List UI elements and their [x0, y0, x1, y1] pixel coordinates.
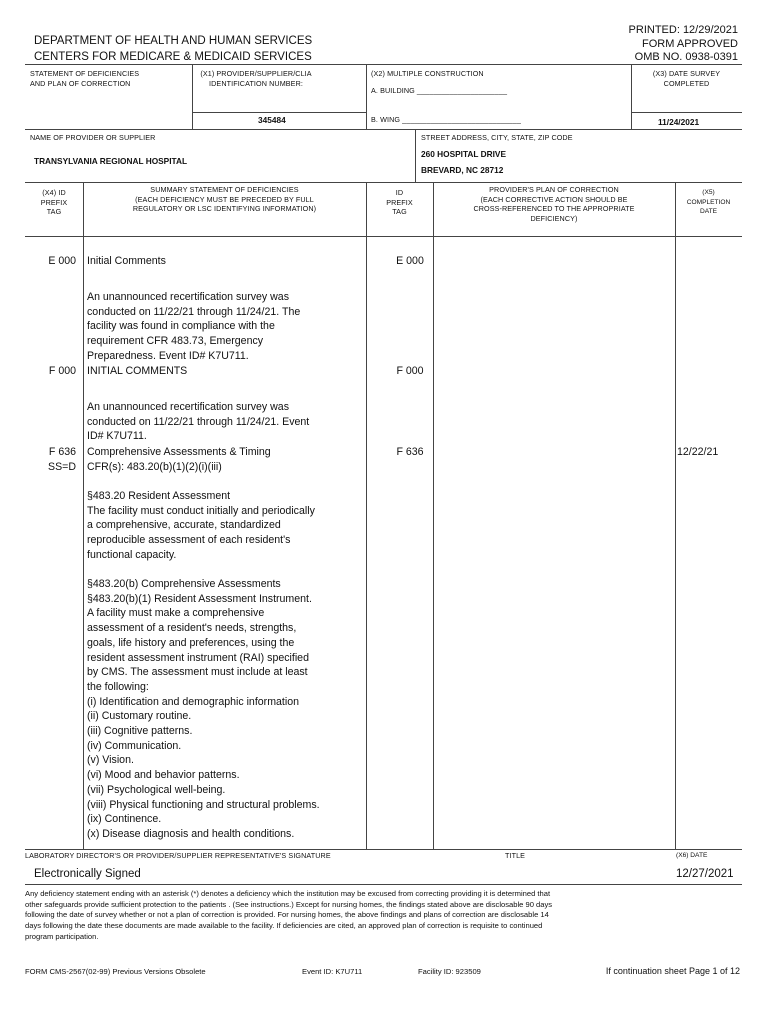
form-meta: [629, 24, 738, 65]
form-approved: FORM APPROVED: [642, 37, 738, 50]
statement-label: STATEMENT OF DEFICIENCIES AND PLAN OF CORRECTION: [30, 69, 140, 88]
printed-date: PRINTED: 12/29/2021: [628, 24, 738, 36]
building-field: A. BUILDING ______________________: [371, 86, 508, 95]
f636-title: Comprehensive Assessments & Timing: [87, 446, 271, 458]
signature-value: Electronically Signed: [34, 868, 141, 880]
provider-name: TRANSYLVANIA REGIONAL HOSPITAL: [34, 156, 188, 166]
f636-paragraph-2: §483.20(b) Comprehensive Assessments §483.20(b)(1) Resident Assessment Instrument. A facility must make a comprehensive assessment of a resident's needs, strengths, goals, life history and preferences, using the resident assessment instrument (RAI) specified by CMS. The assessment must include at least the following: (i) Identification and demographic information (ii) Customary routine. (iii) Cognitive patterns. (iv) Communication. (v) Vision. (vi) Mood and behavior patterns. (vii) Psychological well-being. (viii) Physical functioning and structural problems. (ix) Continence. (x) Disease diagnosis and health conditions.: [87, 578, 320, 840]
f000-title: INITIAL COMMENTS: [87, 365, 188, 377]
title-label: TITLE: [505, 851, 526, 860]
plan-header: PROVIDER'S PLAN OF CORRECTION (EACH CORRECTIVE ACTION SHOULD BE CROSS-REFERENCED TO THE APPROPRIATE DEFICIENCY): [473, 185, 635, 223]
e000-comment: An unannounced recertification survey was conducted on 11/22/21 through 11/24/21. The facility was found in compliance with the requirement CFR 483.73, Emergency Preparedness. Event ID# K7U711.: [87, 291, 301, 362]
agency-heading: [34, 33, 312, 65]
f636-paragraph-1: §483.20 Resident Assessment The facility must conduct initially and periodically a comprehensive, accurate, standardized reproducible assessment of each resident's functional capacity.: [87, 490, 315, 561]
wing-field: B. WING _____________________________: [371, 115, 521, 124]
signature-date: 12/27/2021: [676, 868, 734, 880]
scope-severity: SS=D: [48, 460, 76, 473]
f636-completion-date: 12/22/21: [677, 446, 719, 458]
signature-label: LABORATORY DIRECTOR'S OR PROVIDER/SUPPLIER REPRESENTATIVE'S SIGNATURE: [25, 851, 331, 860]
f636-prefix-tag: F 636 SS=D: [25, 445, 76, 474]
multiple-construction-label: (X2) MULTIPLE CONSTRUCTION: [371, 69, 484, 78]
f000-id-tag: F 000: [396, 365, 424, 377]
f000-prefix-tag: F 000: [48, 365, 76, 377]
summary-header: SUMMARY STATEMENT OF DEFICIENCIES (EACH DEFICIENCY MUST BE PRECEDED BY FULL REGULATORY OR LSC IDENTIFYING INFORMATION): [132, 185, 317, 213]
continuation-page: If continuation sheet Page 1 of 12: [605, 966, 740, 976]
form-number: FORM CMS-2567(02-99) Previous Versions Obsolete: [25, 967, 206, 976]
x1-label: (X1) PROVIDER/SUPPLIER/CLIA IDENTIFICATION NUMBER:: [200, 69, 312, 88]
address-label: STREET ADDRESS, CITY, STATE, ZIP CODE: [421, 133, 573, 142]
x6-date-label: (X6) DATE: [676, 852, 708, 859]
omb-number: OMB NO. 0938-0391: [634, 51, 738, 63]
x4-header: (X4) ID PREFIX TAG: [40, 188, 68, 216]
department-name: DEPARTMENT OF HEALTH AND HUMAN SERVICES: [34, 35, 313, 47]
f000-comment: An unannounced recertification survey was conducted on 11/22/21 through 11/24/21. Event ID# K7U711.: [87, 401, 310, 443]
survey-completed-date: 11/24/2021: [658, 117, 700, 127]
e000-prefix-tag: E 000: [48, 255, 76, 267]
facility-id: Facility ID: 923509: [418, 967, 481, 976]
x5-header: (X5) COMPLETION DATE: [686, 189, 731, 215]
e000-id-tag: E 000: [396, 255, 424, 267]
disclaimer: Any deficiency statement ending with an asterisk (*) denotes a deficiency which the institution may be excused from correcting providing it is determined that other safeguards provide sufficient protection to the patients . (See instructions.) Except for nursing homes, the findings stated above are disclosable 90 days following the date of survey whether or not a plan of correction is provided. For nursing homes, the above findings and plans of correction are disclosable 14 days following the date these documents are made available to the facility. If deficiencies are cited, an approved plan of correction is requisite to continued program participation.: [25, 889, 553, 941]
e000-title: Initial Comments: [87, 255, 166, 267]
f636-cfr: CFR(s): 483.20(b)(1)(2)(i)(iii): [87, 460, 222, 473]
provider-number: 345484: [258, 115, 286, 125]
event-id: Event ID: K7U711: [302, 967, 363, 976]
id-header: ID PREFIX TAG: [386, 188, 413, 216]
agency-name: CENTERS FOR MEDICARE & MEDICAID SERVICES: [34, 51, 312, 63]
f636-heading: [87, 445, 271, 474]
x3-label: (X3) DATE SURVEY COMPLETED: [652, 69, 721, 88]
f636-id-tag: F 636: [396, 446, 424, 458]
provider-name-label: NAME OF PROVIDER OR SUPPLIER: [30, 133, 156, 142]
city-state-zip: BREVARD, NC 28712: [421, 165, 504, 175]
street-address: 260 HOSPITAL DRIVE: [421, 149, 506, 159]
